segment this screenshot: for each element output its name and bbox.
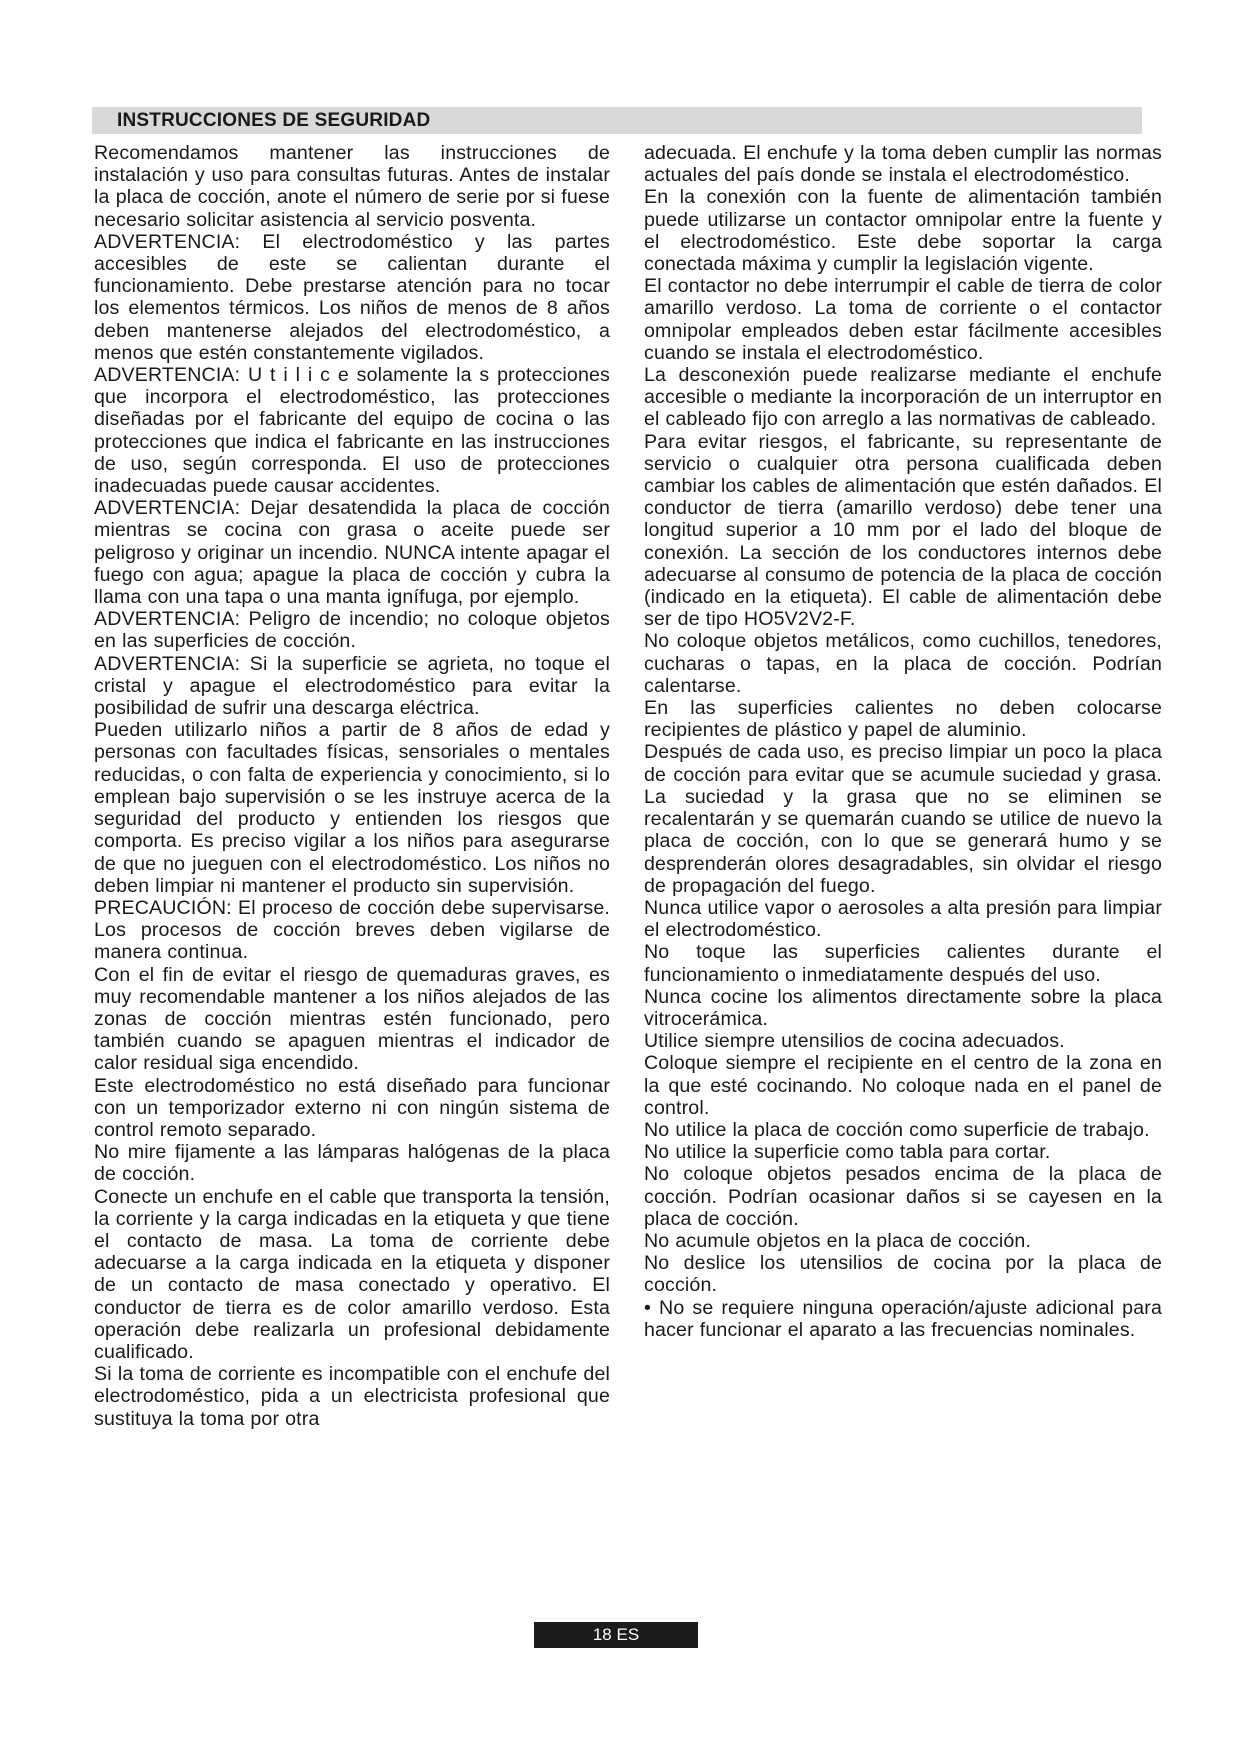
paragraph: No coloque objetos metálicos, como cuchillos, tenedores, cucharas o tapas, en la placa de cocción. Podrían calentarse. xyxy=(644,630,1162,697)
paragraph: ADVERTENCIA: El electrodoméstico y las partes accesibles de este se calientan durante el funcionamiento. Debe prestarse atención para no tocar los elementos térmicos. Los niños de menos de 8 años deben mantenerse alejados del electrodoméstico, a menos que estén constantemente vigilados. xyxy=(94,230,610,364)
paragraph: Nunca cocine los alimentos directamente sobre la placa vitrocerámica. xyxy=(644,985,1162,1030)
page-number-badge xyxy=(534,1622,698,1648)
paragraph: No mire fijamente a las lámparas halógenas de la placa de cocción. xyxy=(94,1141,610,1186)
paragraph: No deslice los utensilios de cocina por la placa de cocción. xyxy=(644,1252,1162,1297)
paragraph: ADVERTENCIA: Dejar desatendida la placa de cocción mientras se cocina con grasa o aceite puede ser peligroso y originar un incendio. NUNCA intente apagar el fuego con agua; apague la placa de cocción y cubra la llama con una tapa o una manta ignífuga, por ejemplo. xyxy=(94,497,610,609)
paragraph: No coloque objetos pesados encima de la placa de cocción. Podrían ocasionar daños si se cayesen en la placa de cocción. xyxy=(644,1163,1162,1230)
paragraph: No utilice la placa de cocción como superficie de trabajo. xyxy=(644,1118,1150,1141)
paragraph: ADVERTENCIA: U t i l i c e solamente la s protecciones que incorpora el electrodoméstico, las protecciones diseñadas por el fabricante del equipo de cocina o las protecciones que indica el fabricante en las instrucciones de uso, según corresponda. El uso de protecciones inadecuadas puede causar accidentes. xyxy=(94,364,610,498)
paragraph: Pueden utilizarlo niños a partir de 8 años de edad y personas con facultades físicas, sensoriales o mentales reducidas, o con falta de experiencia y conocimiento, si lo emplean bajo supervisión o se les instruye acerca de la seguridad del producto y entienden los riesgos que comporta. Es preciso vigilar a los niños para asegurarse de que no jueguen con el electrodoméstico. Los niños no deben limpiar ni mantener el producto sin supervisión. xyxy=(94,719,610,897)
paragraph: Después de cada uso, es preciso limpiar un poco la placa de cocción para evitar que se acumule suciedad y grasa. La suciedad y la grasa que no se eliminen se recalentarán y se quemarán cuando se utilice de nuevo la placa de cocción, con lo que se generará humo y se desprenderán olores desagradables, sin olvidar el riesgo de propagación del fuego. xyxy=(644,741,1162,897)
page-number: 18 ES xyxy=(592,1625,640,1644)
paragraph: Para evitar riesgos, el fabricante, su representante de servicio o cualquier otra persona cualificada deben cambiar los cables de alimentación que estén dañados. El conductor de tierra (amarillo verdoso) debe tener una longitud superior a 10 mm por el lado del bloque de conexión. La sección de los conductores internos debe adecuarse al consumo de potencia de la placa de cocción (indicado en la etiqueta). El cable de alimentación debe ser de tipo HO5V2V2-F. xyxy=(644,430,1162,631)
paragraph: En la conexión con la fuente de alimentación también puede utilizarse un contactor omnipolar entre la fuente y el electrodoméstico. Este debe soportar la carga conectada máxima y cumplir la legislación vigente. xyxy=(644,186,1162,276)
paragraph: Coloque siempre el recipiente en el centro de la zona en la que esté cocinando. No coloque nada en el panel de control. xyxy=(644,1052,1162,1119)
right-text-column xyxy=(644,142,1162,1341)
left-text-column xyxy=(94,142,610,1430)
paragraph: ADVERTENCIA: Peligro de incendio; no coloque objetos en las superficies de cocción. xyxy=(94,608,610,653)
paragraph: La desconexión puede realizarse mediante el enchufe accesible o mediante la incorporación de un interruptor en el cableado fijo con arreglo a las normativas de cableado. xyxy=(644,364,1162,431)
paragraph: No toque las superficies calientes durante el funcionamiento o inmediatamente después del uso. xyxy=(644,941,1162,986)
paragraph: Recomendamos mantener las instrucciones de instalación y uso para consultas futuras. Antes de instalar la placa de cocción, anote el número de serie por si fuese necesario solicitar asistencia al servicio posventa. xyxy=(94,142,610,231)
section-header-bar xyxy=(92,107,1142,134)
paragraph: Si la toma de corriente es incompatible con el enchufe del electrodoméstico, pida a un electricista profesional que sustituya la toma por otra xyxy=(94,1363,610,1430)
paragraph: • No se requiere ninguna operación/ajuste adicional para hacer funcionar el aparato a las frecuencias nominales. xyxy=(644,1296,1162,1341)
paragraph: No utilice la superficie como tabla para cortar. xyxy=(644,1141,1051,1164)
paragraph: PRECAUCIÓN: El proceso de cocción debe supervisarse. Los procesos de cocción breves deben vigilarse de manera continua. xyxy=(94,896,610,964)
paragraph: En las superficies calientes no deben colocarse recipientes de plástico y papel de aluminio. xyxy=(644,697,1162,742)
section-title: INSTRUCCIONES DE SEGURIDAD xyxy=(117,110,431,131)
paragraph: Utilice siempre utensilios de cocina adecuados. xyxy=(644,1030,1065,1053)
paragraph: No acumule objetos en la placa de cocción. xyxy=(644,1229,1032,1252)
paragraph: Este electrodoméstico no está diseñado para funcionar con un temporizador externo ni con ningún sistema de control remoto separado. xyxy=(94,1074,610,1141)
paragraph: Nunca utilice vapor o aerosoles a alta presión para limpiar el electrodoméstico. xyxy=(644,896,1162,942)
paragraph: El contactor no debe interrumpir el cable de tierra de color amarillo verdoso. La toma de corriente o el contactor omnipolar empleados deben estar fácilmente accesibles cuando se instala el electrodoméstico. xyxy=(644,275,1162,364)
paragraph: ADVERTENCIA: Si la superficie se agrieta, no toque el cristal y apague el electrodoméstico para evitar la posibilidad de sufrir una descarga eléctrica. xyxy=(94,652,610,720)
paragraph: Con el fin de evitar el riesgo de quemaduras graves, es muy recomendable mantener a los niños alejados de las zonas de cocción mientras estén funcionado, pero también cuando se apaguen mientras el indicador de calor residual siga encendido. xyxy=(94,963,610,1075)
paragraph: Conecte un enchufe en el cable que transporta la tensión, la corriente y la carga indicadas en la etiqueta y que tiene el contacto de masa. La toma de corriente debe adecuarse a la carga indicada en la etiqueta y disponer de un contacto de masa conectado y operativo. El conductor de tierra es de color amarillo verdoso. Esta operación debe realizarla un profesional debidamente cualificado. xyxy=(94,1185,610,1363)
paragraph: adecuada. El enchufe y la toma deben cumplir las normas actuales del país donde se instala el electrodoméstico. xyxy=(644,142,1162,187)
